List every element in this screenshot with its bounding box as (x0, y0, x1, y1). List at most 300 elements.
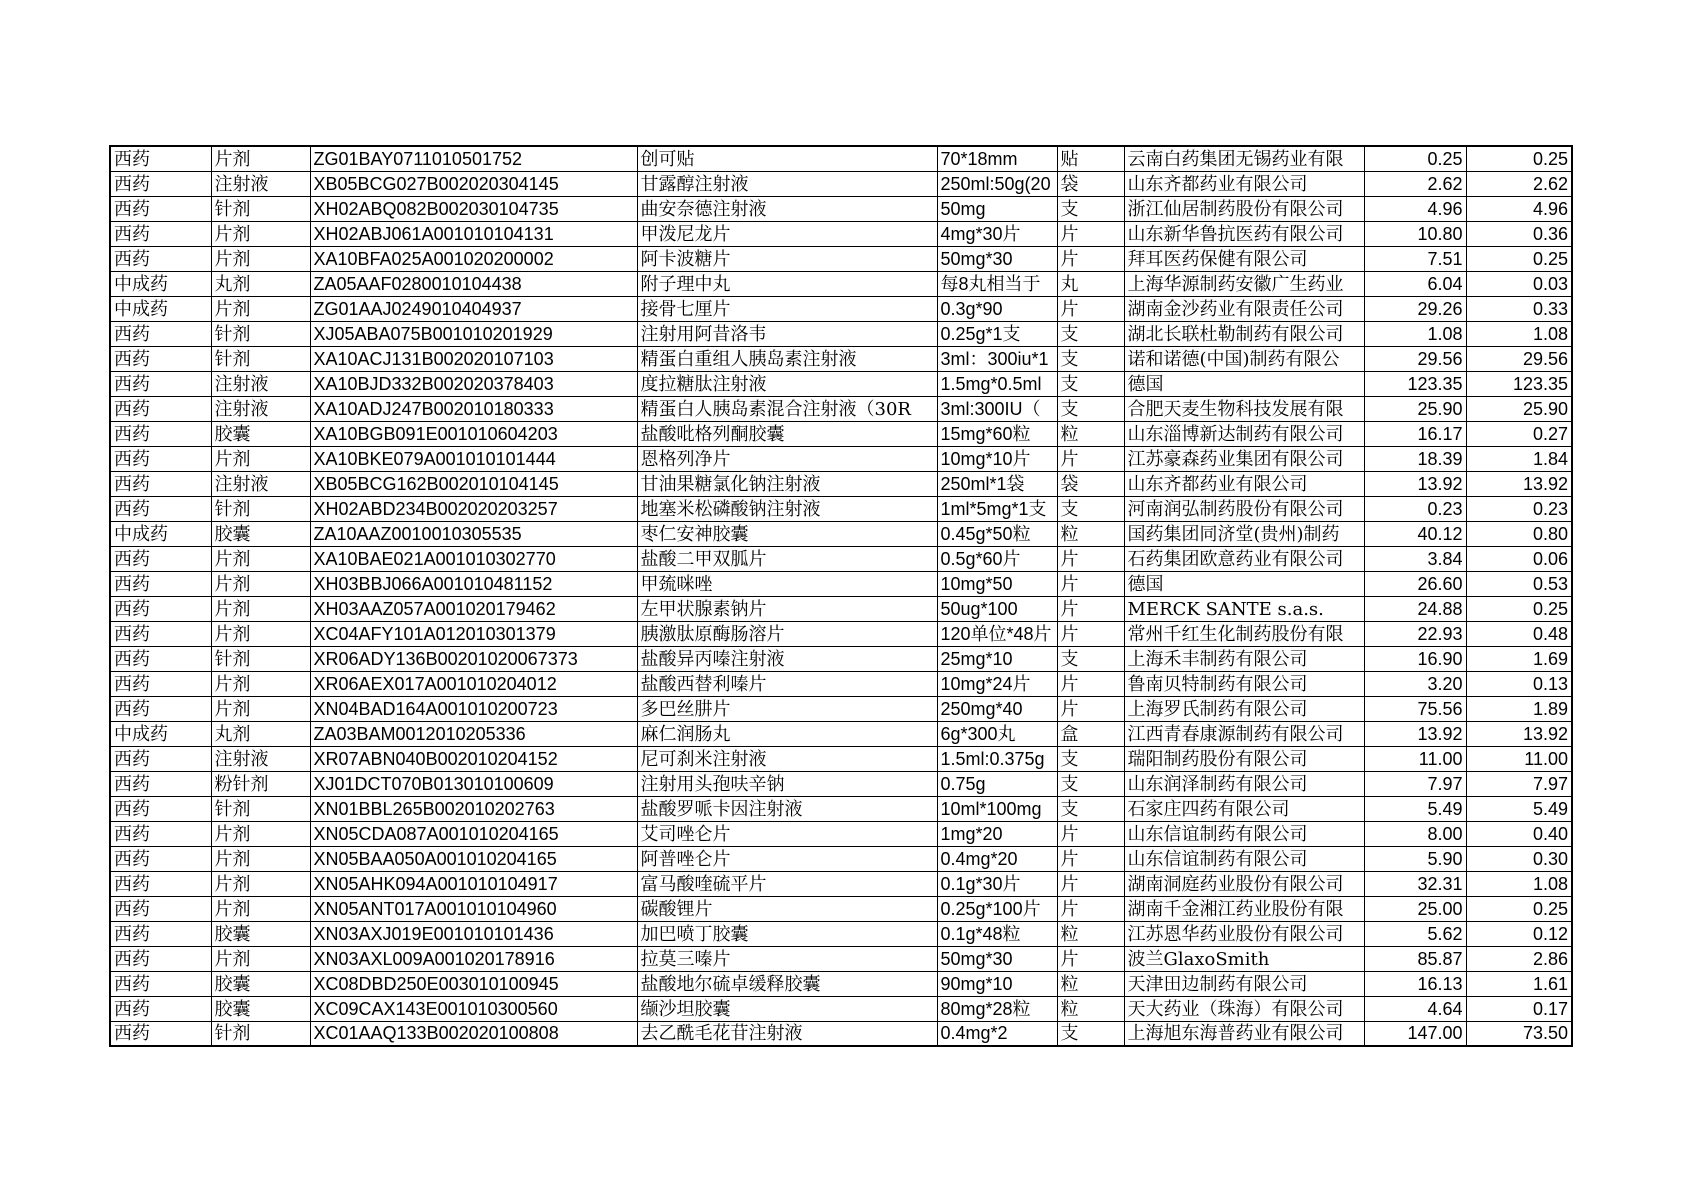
unit-price-cell: 1.89 (1466, 696, 1572, 721)
package-price-cell: 8.00 (1364, 821, 1466, 846)
dosage-form-cell: 片剂 (211, 146, 310, 171)
category-cell: 西药 (110, 221, 211, 246)
spec-cell: 10mg*10片 (937, 446, 1057, 471)
spec-cell: 50ug*100 (937, 596, 1057, 621)
table-row (110, 546, 1572, 571)
drug-name-cell: 阿普唑仑片 (637, 846, 937, 871)
spec-cell: 10mg*50 (937, 571, 1057, 596)
drug-code-cell: XN05ANT017A001010104960 (310, 896, 637, 921)
unit-price-cell: 0.12 (1466, 921, 1572, 946)
unit-cell: 支 (1057, 346, 1124, 371)
manufacturer-cell: 山东新华鲁抗医药有限公司 (1124, 221, 1364, 246)
unit-cell: 支 (1057, 371, 1124, 396)
spec-cell: 4mg*30片 (937, 221, 1057, 246)
dosage-form-cell: 注射液 (211, 396, 310, 421)
drug-price-table (109, 145, 1573, 1047)
unit-price-cell: 13.92 (1466, 471, 1572, 496)
spec-cell: 0.75g (937, 771, 1057, 796)
category-cell: 西药 (110, 496, 211, 521)
unit-price-cell: 0.23 (1466, 496, 1572, 521)
dosage-form-cell: 胶囊 (211, 421, 310, 446)
spec-cell: 80mg*28粒 (937, 996, 1057, 1021)
table-row (110, 871, 1572, 896)
package-price-cell: 16.90 (1364, 646, 1466, 671)
manufacturer-cell: 波兰GlaxoSmith (1124, 946, 1364, 971)
unit-price-cell: 123.35 (1466, 371, 1572, 396)
unit-cell: 支 (1057, 1021, 1124, 1046)
table-row (110, 321, 1572, 346)
unit-cell: 片 (1057, 446, 1124, 471)
drug-code-cell: ZG01BAY0711010501752 (310, 146, 637, 171)
category-cell: 西药 (110, 371, 211, 396)
unit-price-cell: 29.56 (1466, 346, 1572, 371)
manufacturer-cell: 江西青春康源制药有限公司 (1124, 721, 1364, 746)
unit-cell: 粒 (1057, 421, 1124, 446)
dosage-form-cell: 注射液 (211, 471, 310, 496)
category-cell: 西药 (110, 396, 211, 421)
unit-price-cell: 0.25 (1466, 896, 1572, 921)
spec-cell: 25mg*10 (937, 646, 1057, 671)
unit-cell: 片 (1057, 596, 1124, 621)
unit-price-cell: 1.08 (1466, 321, 1572, 346)
drug-name-cell: 地塞米松磷酸钠注射液 (637, 496, 937, 521)
manufacturer-cell: 诺和诺德(中国)制药有限公 (1124, 346, 1364, 371)
manufacturer-cell: 上海罗氏制药有限公司 (1124, 696, 1364, 721)
unit-price-cell: 4.96 (1466, 196, 1572, 221)
drug-code-cell: XA10BJD332B002020378403 (310, 371, 637, 396)
spec-cell: 1.5ml:0.375g (937, 746, 1057, 771)
unit-cell: 支 (1057, 321, 1124, 346)
manufacturer-cell: 山东信谊制药有限公司 (1124, 821, 1364, 846)
table-row (110, 796, 1572, 821)
drug-name-cell: 左甲状腺素钠片 (637, 596, 937, 621)
unit-cell: 支 (1057, 646, 1124, 671)
category-cell: 西药 (110, 596, 211, 621)
drug-code-cell: XA10BAE021A001010302770 (310, 546, 637, 571)
drug-name-cell: 创可贴 (637, 146, 937, 171)
table-row (110, 1021, 1572, 1046)
table-row (110, 421, 1572, 446)
unit-price-cell: 0.40 (1466, 821, 1572, 846)
unit-cell: 片 (1057, 846, 1124, 871)
unit-price-cell: 1.69 (1466, 646, 1572, 671)
unit-cell: 支 (1057, 396, 1124, 421)
category-cell: 西药 (110, 971, 211, 996)
unit-price-cell: 0.30 (1466, 846, 1572, 871)
package-price-cell: 18.39 (1364, 446, 1466, 471)
unit-cell: 支 (1057, 746, 1124, 771)
unit-cell: 支 (1057, 196, 1124, 221)
package-price-cell: 5.62 (1364, 921, 1466, 946)
drug-code-cell: XC08DBD250E003010100945 (310, 971, 637, 996)
spec-cell: 每8丸相当于 (937, 271, 1057, 296)
unit-price-cell: 2.86 (1466, 946, 1572, 971)
drug-code-cell: XN03AXL009A001020178916 (310, 946, 637, 971)
drug-code-cell: XN01BBL265B002010202763 (310, 796, 637, 821)
package-price-cell: 11.00 (1364, 746, 1466, 771)
package-price-cell: 16.13 (1364, 971, 1466, 996)
spec-cell: 50mg (937, 196, 1057, 221)
dosage-form-cell: 片剂 (211, 246, 310, 271)
drug-code-cell: XA10BFA025A001020200002 (310, 246, 637, 271)
manufacturer-cell: 湖北长联杜勒制药有限公司 (1124, 321, 1364, 346)
package-price-cell: 25.90 (1364, 396, 1466, 421)
unit-cell: 片 (1057, 946, 1124, 971)
table-row (110, 571, 1572, 596)
drug-name-cell: 精蛋白重组人胰岛素注射液 (637, 346, 937, 371)
manufacturer-cell: 山东润泽制药有限公司 (1124, 771, 1364, 796)
dosage-form-cell: 针剂 (211, 646, 310, 671)
package-price-cell: 22.93 (1364, 621, 1466, 646)
package-price-cell: 5.90 (1364, 846, 1466, 871)
manufacturer-cell: 天津田边制药有限公司 (1124, 971, 1364, 996)
spec-cell: 0.4mg*20 (937, 846, 1057, 871)
drug-name-cell: 缬沙坦胶囊 (637, 996, 937, 1021)
category-cell: 西药 (110, 171, 211, 196)
dosage-form-cell: 片剂 (211, 221, 310, 246)
drug-name-cell: 枣仁安神胶囊 (637, 521, 937, 546)
spec-cell: 10ml*100mg (937, 796, 1057, 821)
drug-name-cell: 注射用头孢呋辛钠 (637, 771, 937, 796)
drug-code-cell: XA10BKE079A001010101444 (310, 446, 637, 471)
table-row (110, 721, 1572, 746)
table-row (110, 446, 1572, 471)
unit-cell: 片 (1057, 571, 1124, 596)
spec-cell: 0.25g*1支 (937, 321, 1057, 346)
table-row (110, 371, 1572, 396)
table-row (110, 346, 1572, 371)
drug-name-cell: 盐酸二甲双胍片 (637, 546, 937, 571)
unit-cell: 贴 (1057, 146, 1124, 171)
category-cell: 西药 (110, 871, 211, 896)
dosage-form-cell: 注射液 (211, 371, 310, 396)
manufacturer-cell: 浙江仙居制药股份有限公司 (1124, 196, 1364, 221)
dosage-form-cell: 片剂 (211, 846, 310, 871)
drug-name-cell: 注射用阿昔洛韦 (637, 321, 937, 346)
table-body (110, 146, 1572, 1046)
spec-cell: 50mg*30 (937, 246, 1057, 271)
unit-price-cell: 0.06 (1466, 546, 1572, 571)
package-price-cell: 1.08 (1364, 321, 1466, 346)
drug-name-cell: 富马酸喹硫平片 (637, 871, 937, 896)
dosage-form-cell: 片剂 (211, 871, 310, 896)
category-cell: 西药 (110, 646, 211, 671)
drug-name-cell: 恩格列净片 (637, 446, 937, 471)
drug-code-cell: XA10BGB091E001010604203 (310, 421, 637, 446)
spec-cell: 0.3g*90 (937, 296, 1057, 321)
package-price-cell: 75.56 (1364, 696, 1466, 721)
dosage-form-cell: 丸剂 (211, 721, 310, 746)
spec-cell: 0.25g*100片 (937, 896, 1057, 921)
package-price-cell: 32.31 (1364, 871, 1466, 896)
drug-code-cell: XJ05ABA075B001010201929 (310, 321, 637, 346)
unit-cell: 丸 (1057, 271, 1124, 296)
dosage-form-cell: 胶囊 (211, 921, 310, 946)
manufacturer-cell: 德国 (1124, 571, 1364, 596)
package-price-cell: 7.51 (1364, 246, 1466, 271)
drug-name-cell: 尼可刹米注射液 (637, 746, 937, 771)
category-cell: 西药 (110, 421, 211, 446)
dosage-form-cell: 针剂 (211, 321, 310, 346)
manufacturer-cell: 山东信谊制药有限公司 (1124, 846, 1364, 871)
drug-name-cell: 盐酸地尔硫卓缓释胶囊 (637, 971, 937, 996)
unit-cell: 支 (1057, 796, 1124, 821)
spec-cell: 1mg*20 (937, 821, 1057, 846)
manufacturer-cell: 上海华源制药安徽广生药业 (1124, 271, 1364, 296)
dosage-form-cell: 胶囊 (211, 971, 310, 996)
category-cell: 西药 (110, 471, 211, 496)
drug-name-cell: 去乙酰毛花苷注射液 (637, 1021, 937, 1046)
drug-name-cell: 阿卡波糖片 (637, 246, 937, 271)
table-row (110, 496, 1572, 521)
dosage-form-cell: 粉针剂 (211, 771, 310, 796)
spec-cell: 250ml*1袋 (937, 471, 1057, 496)
drug-code-cell: XH02ABJ061A001010104131 (310, 221, 637, 246)
package-price-cell: 123.35 (1364, 371, 1466, 396)
package-price-cell: 4.64 (1364, 996, 1466, 1021)
dosage-form-cell: 针剂 (211, 496, 310, 521)
drug-name-cell: 曲安奈德注射液 (637, 196, 937, 221)
drug-name-cell: 盐酸罗哌卡因注射液 (637, 796, 937, 821)
manufacturer-cell: 合肥天麦生物科技发展有限 (1124, 396, 1364, 421)
unit-price-cell: 1.08 (1466, 871, 1572, 896)
manufacturer-cell: 湖南洞庭药业股份有限公司 (1124, 871, 1364, 896)
drug-name-cell: 加巴喷丁胶囊 (637, 921, 937, 946)
package-price-cell: 29.56 (1364, 346, 1466, 371)
spec-cell: 0.45g*50粒 (937, 521, 1057, 546)
drug-code-cell: XN05BAA050A001010204165 (310, 846, 637, 871)
category-cell: 西药 (110, 446, 211, 471)
category-cell: 西药 (110, 771, 211, 796)
unit-cell: 片 (1057, 296, 1124, 321)
table-row (110, 221, 1572, 246)
package-price-cell: 6.04 (1364, 271, 1466, 296)
category-cell: 西药 (110, 1021, 211, 1046)
drug-name-cell: 多巴丝肼片 (637, 696, 937, 721)
drug-code-cell: XH02ABQ082B002030104735 (310, 196, 637, 221)
manufacturer-cell: 河南润弘制药股份有限公司 (1124, 496, 1364, 521)
spec-cell: 90mg*10 (937, 971, 1057, 996)
unit-cell: 片 (1057, 246, 1124, 271)
spec-cell: 15mg*60粒 (937, 421, 1057, 446)
drug-code-cell: XN03AXJ019E001010101436 (310, 921, 637, 946)
drug-name-cell: 盐酸吡格列酮胶囊 (637, 421, 937, 446)
unit-price-cell: 13.92 (1466, 721, 1572, 746)
table-row (110, 296, 1572, 321)
unit-cell: 片 (1057, 546, 1124, 571)
dosage-form-cell: 针剂 (211, 1021, 310, 1046)
unit-price-cell: 0.25 (1466, 596, 1572, 621)
category-cell: 西药 (110, 146, 211, 171)
category-cell: 中成药 (110, 296, 211, 321)
drug-name-cell: 拉莫三嗪片 (637, 946, 937, 971)
drug-code-cell: XN04BAD164A001010200723 (310, 696, 637, 721)
unit-price-cell: 5.49 (1466, 796, 1572, 821)
spec-cell: 10mg*24片 (937, 671, 1057, 696)
package-price-cell: 25.00 (1364, 896, 1466, 921)
drug-code-cell: XC04AFY101A012010301379 (310, 621, 637, 646)
unit-price-cell: 0.33 (1466, 296, 1572, 321)
drug-name-cell: 甲巯咪唑 (637, 571, 937, 596)
category-cell: 西药 (110, 946, 211, 971)
table-row (110, 396, 1572, 421)
drug-code-cell: XB05BCG027B002020304145 (310, 171, 637, 196)
category-cell: 西药 (110, 821, 211, 846)
drug-code-cell: XB05BCG162B002010104145 (310, 471, 637, 496)
drug-code-cell: XR06ADY136B00201020067373 (310, 646, 637, 671)
category-cell: 西药 (110, 571, 211, 596)
unit-price-cell: 7.97 (1466, 771, 1572, 796)
unit-cell: 支 (1057, 771, 1124, 796)
drug-code-cell: XJ01DCT070B013010100609 (310, 771, 637, 796)
category-cell: 西药 (110, 796, 211, 821)
spec-cell: 50mg*30 (937, 946, 1057, 971)
table-row (110, 196, 1572, 221)
spec-cell: 0.5g*60片 (937, 546, 1057, 571)
manufacturer-cell: 上海旭东海普药业有限公司 (1124, 1021, 1364, 1046)
manufacturer-cell: 石药集团欧意药业有限公司 (1124, 546, 1364, 571)
unit-price-cell: 1.61 (1466, 971, 1572, 996)
manufacturer-cell: 上海禾丰制药有限公司 (1124, 646, 1364, 671)
table-row (110, 146, 1572, 171)
category-cell: 西药 (110, 996, 211, 1021)
table-row (110, 171, 1572, 196)
drug-code-cell: ZG01AAJ0249010404937 (310, 296, 637, 321)
drug-name-cell: 度拉糖肽注射液 (637, 371, 937, 396)
unit-cell: 片 (1057, 221, 1124, 246)
package-price-cell: 85.87 (1364, 946, 1466, 971)
dosage-form-cell: 片剂 (211, 596, 310, 621)
drug-code-cell: ZA05AAF0280010104438 (310, 271, 637, 296)
unit-cell: 片 (1057, 896, 1124, 921)
table-row (110, 821, 1572, 846)
drug-name-cell: 碳酸锂片 (637, 896, 937, 921)
category-cell: 西药 (110, 246, 211, 271)
drug-name-cell: 附子理中丸 (637, 271, 937, 296)
package-price-cell: 29.26 (1364, 296, 1466, 321)
drug-name-cell: 精蛋白人胰岛素混合注射液（30R (637, 396, 937, 421)
spec-cell: 250mg*40 (937, 696, 1057, 721)
drug-name-cell: 甲泼尼龙片 (637, 221, 937, 246)
dosage-form-cell: 片剂 (211, 571, 310, 596)
dosage-form-cell: 胶囊 (211, 521, 310, 546)
table-row (110, 696, 1572, 721)
category-cell: 西药 (110, 196, 211, 221)
unit-price-cell: 0.27 (1466, 421, 1572, 446)
manufacturer-cell: 鲁南贝特制药有限公司 (1124, 671, 1364, 696)
drug-code-cell: XR07ABN040B002010204152 (310, 746, 637, 771)
package-price-cell: 7.97 (1364, 771, 1466, 796)
manufacturer-cell: 山东淄博新达制药有限公司 (1124, 421, 1364, 446)
unit-cell: 粒 (1057, 996, 1124, 1021)
package-price-cell: 40.12 (1364, 521, 1466, 546)
spec-cell: 70*18mm (937, 146, 1057, 171)
drug-name-cell: 甘油果糖氯化钠注射液 (637, 471, 937, 496)
dosage-form-cell: 片剂 (211, 296, 310, 321)
table-row (110, 771, 1572, 796)
drug-code-cell: XH03BBJ066A001010481152 (310, 571, 637, 596)
table-row (110, 946, 1572, 971)
table-row (110, 646, 1572, 671)
unit-cell: 粒 (1057, 971, 1124, 996)
table-row (110, 671, 1572, 696)
package-price-cell: 5.49 (1364, 796, 1466, 821)
category-cell: 西药 (110, 696, 211, 721)
table-row (110, 246, 1572, 271)
table-row (110, 921, 1572, 946)
dosage-form-cell: 注射液 (211, 746, 310, 771)
spec-cell: 3ml：300iu*1 (937, 346, 1057, 371)
spec-cell: 0.1g*48粒 (937, 921, 1057, 946)
table-row (110, 996, 1572, 1021)
unit-price-cell: 0.13 (1466, 671, 1572, 696)
dosage-form-cell: 片剂 (211, 621, 310, 646)
drug-code-cell: ZA10AAZ0010010305535 (310, 521, 637, 546)
package-price-cell: 13.92 (1364, 721, 1466, 746)
package-price-cell: 3.84 (1364, 546, 1466, 571)
table-row (110, 521, 1572, 546)
unit-cell: 粒 (1057, 921, 1124, 946)
manufacturer-cell: MERCK SANTE s.a.s. (1124, 596, 1364, 621)
manufacturer-cell: 拜耳医药保健有限公司 (1124, 246, 1364, 271)
unit-price-cell: 0.53 (1466, 571, 1572, 596)
category-cell: 西药 (110, 896, 211, 921)
table-row (110, 846, 1572, 871)
manufacturer-cell: 天大药业（珠海）有限公司 (1124, 996, 1364, 1021)
drug-name-cell: 艾司唑仑片 (637, 821, 937, 846)
unit-price-cell: 0.25 (1466, 246, 1572, 271)
drug-code-cell: XA10ACJ131B002020107103 (310, 346, 637, 371)
package-price-cell: 26.60 (1364, 571, 1466, 596)
manufacturer-cell: 江苏恩华药业股份有限公司 (1124, 921, 1364, 946)
package-price-cell: 10.80 (1364, 221, 1466, 246)
manufacturer-cell: 德国 (1124, 371, 1364, 396)
category-cell: 西药 (110, 746, 211, 771)
package-price-cell: 4.96 (1364, 196, 1466, 221)
drug-name-cell: 麻仁润肠丸 (637, 721, 937, 746)
package-price-cell: 0.25 (1364, 146, 1466, 171)
unit-cell: 袋 (1057, 171, 1124, 196)
drug-name-cell: 胰激肽原酶肠溶片 (637, 621, 937, 646)
drug-code-cell: XN05AHK094A001010104917 (310, 871, 637, 896)
table-row (110, 596, 1572, 621)
table-row (110, 746, 1572, 771)
unit-price-cell: 0.48 (1466, 621, 1572, 646)
package-price-cell: 24.88 (1364, 596, 1466, 621)
unit-price-cell: 73.50 (1466, 1021, 1572, 1046)
spec-cell: 1.5mg*0.5ml (937, 371, 1057, 396)
dosage-form-cell: 针剂 (211, 796, 310, 821)
drug-code-cell: XN05CDA087A001010204165 (310, 821, 637, 846)
unit-cell: 粒 (1057, 521, 1124, 546)
unit-price-cell: 11.00 (1466, 746, 1572, 771)
table-row (110, 971, 1572, 996)
manufacturer-cell: 瑞阳制药股份有限公司 (1124, 746, 1364, 771)
dosage-form-cell: 注射液 (211, 171, 310, 196)
dosage-form-cell: 片剂 (211, 546, 310, 571)
dosage-form-cell: 片剂 (211, 821, 310, 846)
unit-cell: 片 (1057, 671, 1124, 696)
category-cell: 中成药 (110, 521, 211, 546)
unit-cell: 片 (1057, 621, 1124, 646)
unit-price-cell: 0.17 (1466, 996, 1572, 1021)
table-row (110, 271, 1572, 296)
manufacturer-cell: 江苏豪森药业集团有限公司 (1124, 446, 1364, 471)
spec-cell: 0.4mg*2 (937, 1021, 1057, 1046)
dosage-form-cell: 片剂 (211, 696, 310, 721)
unit-price-cell: 0.80 (1466, 521, 1572, 546)
category-cell: 西药 (110, 321, 211, 346)
